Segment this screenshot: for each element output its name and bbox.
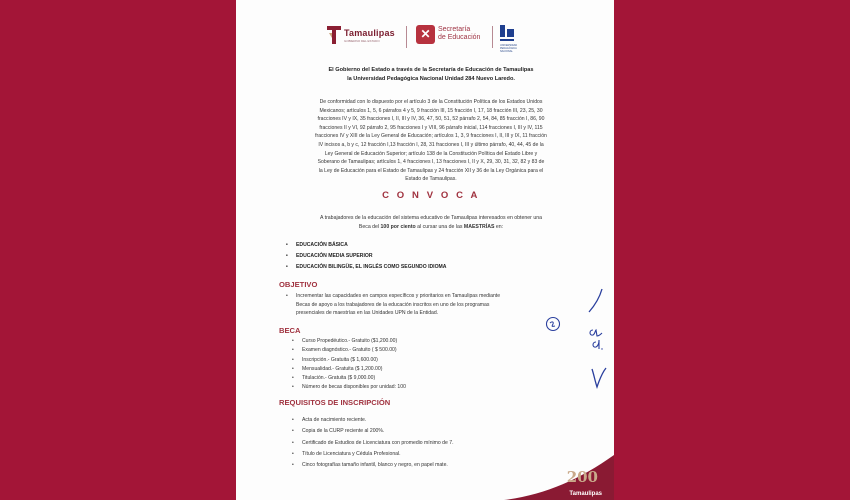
program-list: [286, 240, 546, 273]
bullet-icon: •: [292, 356, 294, 363]
bullet-icon: •: [292, 338, 294, 344]
program-item: [286, 251, 546, 262]
paragraph-line: fracciones IV y IX, 35 fracciones I, II, III y IV, 36, 47, 50, 51, 52 párrafo 2, 54, 84, 85 fracción I, 86, 90: [317, 116, 545, 123]
paragraph-line: Mexicanos; artículos 1, 5, 6 párrafos 4 y 5, 9 fracción III, 15 fracción I, 17, 18 fracción III, 23, 25, 30: [319, 107, 543, 114]
tamaulipas-logo-text: Tamaulipas: [344, 28, 395, 38]
paragraph-line: fracciones IV y XIII de la Ley General de Educación; artículos 1, 3, 9 fracciones I, II, III y IX, 11 fracción: [315, 133, 547, 140]
beca-item-text: Número de becas disponibles por unidad: 100: [302, 384, 406, 391]
requisito-text: Título de Licenciatura y Cédula Profesional.: [302, 450, 401, 457]
requisito-item: [292, 415, 552, 426]
upn-logo-icon: [498, 24, 516, 44]
tamaulipas-logo-icon: [326, 24, 342, 46]
bullet-icon: •: [292, 439, 294, 446]
tamaulipas-logo-subtext: GOBIERNO DEL ESTADO: [344, 39, 380, 43]
paragraph-line: la Ley de Educación para el Estado de Tamaulipas y 24 fracción XII y 36 de la Ley Orgánica para el: [318, 167, 544, 174]
bullet-icon: •: [292, 347, 294, 354]
logo-divider: [492, 26, 493, 48]
beca-heading: BECA: [279, 326, 301, 335]
requisitos-heading: REQUISITOS DE INSCRIPCIÓN: [279, 398, 391, 407]
program-label: EDUCACIÓN BILINGÜE, EL INGLÉS COMO SEGUNDO IDIOMA: [296, 264, 447, 270]
handwritten-initials-mark: [587, 324, 609, 352]
requisito-text: Certificado de Estudios de Licenciatura con promedio mínimo de 7.: [302, 439, 454, 446]
paragraph-line: fracciones II y VI, 92 párrafo 2, 95 fracciones I y VIII, 96 párrafo inicial, 114 fracciones I, III y IV, 115: [319, 124, 543, 131]
beca-item: [292, 383, 552, 392]
secretaria-line2: de Educación: [438, 34, 481, 41]
secretaria-logo-icon: ✕: [416, 25, 435, 44]
heading-line: la Universidad Pedagógica Nacional Unidad 284 Nuevo Laredo.: [347, 76, 515, 82]
program-item: [286, 240, 546, 251]
program-label: EDUCACIÓN MEDIA SUPERIOR: [296, 253, 373, 259]
objetivo-line: [286, 292, 576, 301]
bullet-icon: •: [286, 264, 288, 270]
beca-item: [292, 365, 552, 374]
audience-text: en:: [494, 223, 504, 230]
logo-bar: [236, 22, 614, 52]
audience-text: Beca del: [358, 223, 381, 230]
audience-line: A trabajadores de la educación del sistema educativo de Tamaulipas interesados en obtener una: [320, 215, 542, 221]
logo-divider: [406, 26, 407, 48]
beca-item-text: Mensualidad.- Gratuita ($ 1,200.00): [302, 365, 383, 372]
beca-item: [292, 374, 552, 383]
bullet-icon: •: [292, 417, 294, 423]
paragraph-line: Estado de Tamaulipas.: [405, 176, 457, 183]
heading-line: El Gobierno del Estado a través de la Secretaría de Educación de Tamaulipas: [328, 67, 534, 73]
legal-paragraph: [286, 98, 576, 184]
requisito-text: Cinco fotografías tamaño infantil, blanco y negro, en papel mate.: [302, 462, 448, 469]
objetivo-text: Becas de apoyo a los trabajadores de la educación inscritos en uno de los programas: [296, 301, 490, 308]
beca-item-text: Examen diagnóstico.- Gratuito ( $ 500.00): [302, 347, 397, 354]
objetivo-text: presenciales de maestrías en las Unidades UPN de la Entidad.: [296, 310, 439, 317]
beca-item-text: Inscripción.- Gratuita ($ 1,600.00): [302, 356, 378, 363]
bullet-icon: •: [286, 242, 288, 248]
requisito-item: [292, 426, 552, 437]
bullet-icon: •: [292, 450, 294, 457]
paragraph-line: Soberano de Tamaulipas; artículos 1, 4 fracciones I, 13 fracciones I, II y X, 29, 30, 31, 32, 82 y 83 de: [317, 159, 545, 166]
bullet-icon: •: [286, 293, 288, 299]
secretaria-logo-text: [438, 26, 498, 42]
upn-logo-subtext: UNIVERSIDAD PEDAGÓGICA NACIONAL: [500, 44, 518, 53]
audience-text: al cursar una de las: [415, 223, 464, 230]
bullet-icon: •: [292, 384, 294, 391]
objetivo-text: Incrementar las capacidades en campos específicos y prioritarios en Tamaulipas mediante: [296, 293, 501, 299]
handwritten-circle-mark: [544, 315, 562, 333]
program-item: [286, 262, 546, 273]
beca-item: [292, 346, 552, 355]
program-label: EDUCACIÓN BÁSICA: [296, 242, 348, 248]
audience-paragraph: [286, 214, 576, 231]
anniversary-stamp-number: 200: [566, 468, 598, 486]
bullet-icon: •: [292, 365, 294, 372]
beca-item-text: Curso Propedéutico.- Gratuito ($1,200.00): [302, 338, 398, 344]
handwritten-slash-mark: [584, 286, 606, 316]
convoca-title: C O N V O C A: [382, 190, 480, 201]
bullet-icon: •: [286, 253, 288, 259]
handwritten-check-mark: [588, 365, 610, 391]
audience-bold-text: MAESTRÍAS: [463, 223, 495, 230]
audience-bold-text: 100 por ciento: [380, 223, 416, 230]
bullet-icon: •: [292, 462, 294, 469]
document-page: [236, 0, 614, 500]
beca-item-text: Titulación.- Gratuita ($ 9,000.00): [302, 375, 376, 382]
audience-line: [286, 223, 576, 232]
requisito-text: Copia de la CURP reciente al 200%.: [302, 428, 385, 435]
anniversary-stamp-name: Tamaulipas: [569, 491, 602, 497]
document-heading: [286, 66, 576, 84]
beca-item: [292, 356, 552, 365]
beca-item: [292, 337, 552, 346]
beca-list: [292, 337, 552, 393]
bullet-icon: •: [292, 375, 294, 382]
requisito-text: Acta de nacimiento reciente.: [302, 417, 367, 423]
paragraph-line: De conformidad con lo dispuesto por el artículo 3 de la Constitución Política de los Estados Unidos: [319, 99, 543, 105]
secretaria-line1: Secretaría: [438, 26, 471, 33]
requisito-item: [292, 438, 552, 449]
paragraph-line: IV incisos a, b y c, 12 fracción I,13 fracción I, 28, 31 fracciones I, III y último párrafo, 40, 44, 45 de la: [318, 141, 544, 148]
objetivo-heading: OBJETIVO: [279, 280, 318, 289]
paragraph-line: Ley General de Educación Superior; artículo 138 de la Constitución Política del Estado Libre y: [324, 150, 538, 157]
objetivo-paragraph: [286, 292, 576, 318]
bullet-icon: •: [292, 428, 294, 435]
